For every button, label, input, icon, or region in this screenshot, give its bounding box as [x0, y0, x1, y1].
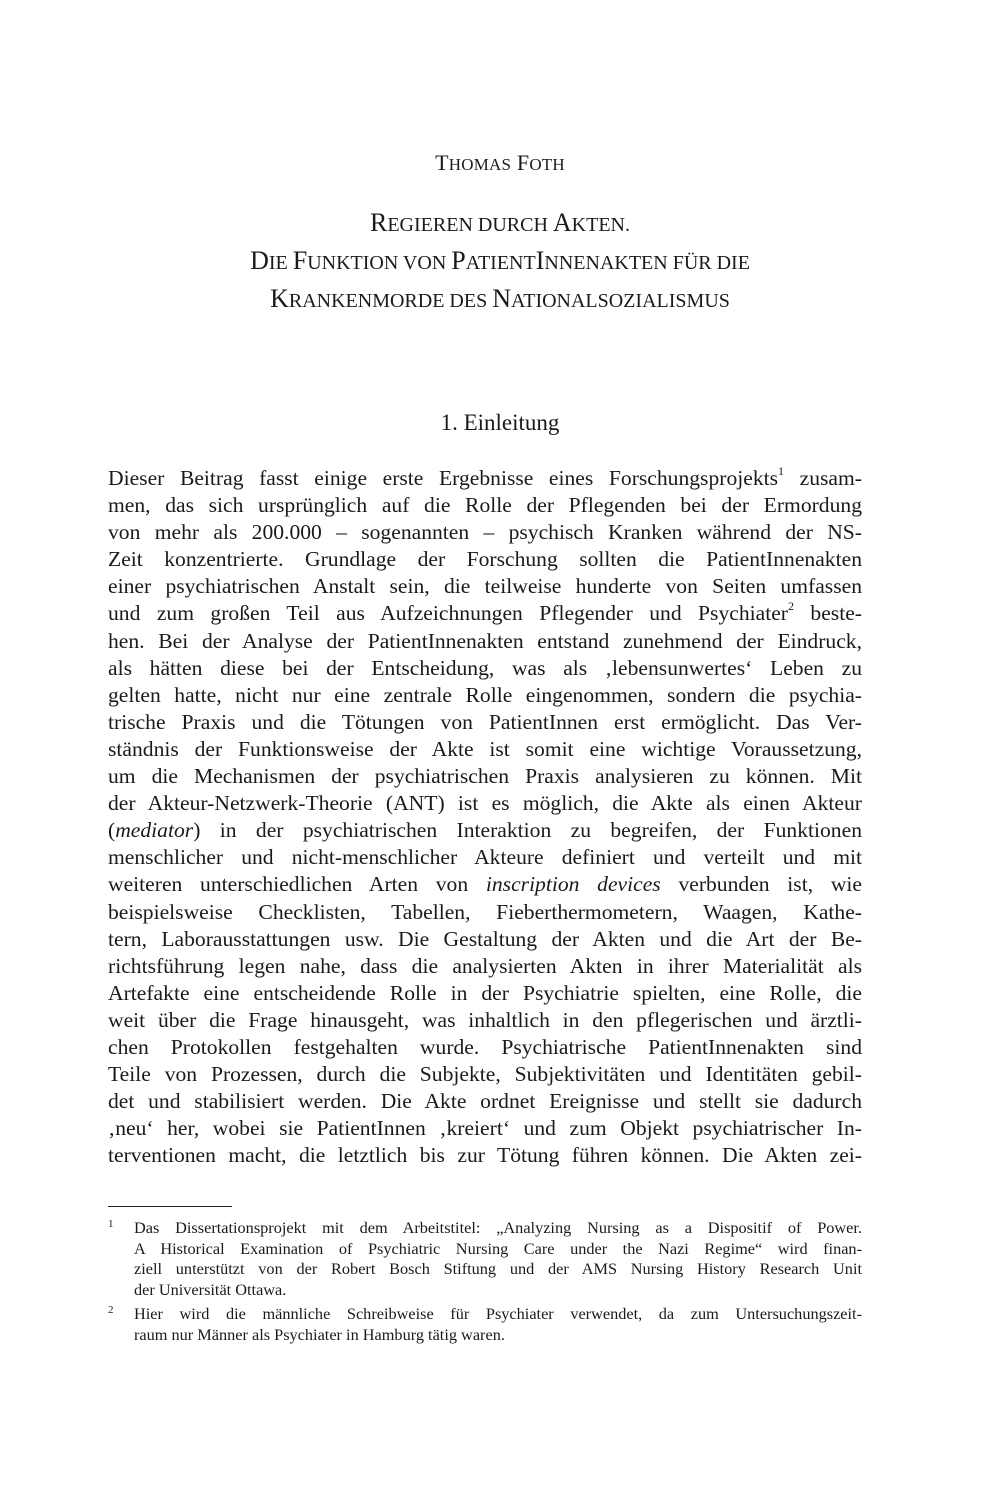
body-line: men, das sich ursprünglich auf die Rolle der Pflegenden bei der Ermordung: [108, 493, 862, 518]
body-line: terventionen macht, die letztlich bis zur Tötung führen können. Die Akten zei-: [108, 1143, 862, 1168]
footnote-line: Hier wird die männliche Schreibweise für Psychiater verwendet, da zum Untersuchungszeit-: [134, 1304, 862, 1323]
body-line: der Akteur-Netzwerk-Theorie (ANT) ist es möglich, die Akte als einen Akteur: [108, 791, 862, 816]
body-line: chen Protokollen festgehalten wurde. Psychiatrische PatientInnenakten sind: [108, 1034, 862, 1059]
footnote-line: ziell unterstützt von der Robert Bosch Stiftung und der AMS Nursing History Research Unit: [134, 1259, 862, 1278]
body-line: Teile von Prozessen, durch die Subjekte, Subjektivitäten und Identitäten gebil-: [108, 1062, 862, 1087]
body-text: [108, 465, 862, 1169]
body-line: det und stabilisiert werden. Die Akte ordnet Ereignisse und stellt sie dadurch: [108, 1089, 862, 1114]
body-line: trische Praxis und die Tötungen von PatientInnen erst ermöglicht. Das Ver-: [108, 709, 862, 734]
body-line: menschlicher und nicht-menschlicher Akteure definiert und verteilt und mit: [108, 845, 862, 870]
body-line: als hätten diese bei der Entscheidung, was als ‚lebensunwertes‘ Leben zu: [108, 655, 862, 680]
article-title: [0, 205, 1000, 319]
footnote-marker: 2: [108, 1304, 114, 1316]
footnote-line: Das Dissertationsprojekt mit dem Arbeitstitel: „Analyzing Nursing as a Dispositif of Power.: [134, 1218, 862, 1237]
footnote: [108, 1304, 862, 1345]
body-line: weit über die Frage hinausgeht, was inhaltlich in den pflegerischen und ärztli-: [108, 1007, 862, 1032]
section-heading: 1. Einleitung: [440, 410, 560, 435]
body-line: (mediator) in der psychiatrischen Interaktion zu begreifen, der Funktionen: [108, 818, 862, 843]
body-line: einer psychiatrischen Anstalt sein, die teilweise hunderte von Seiten umfassen: [108, 574, 862, 599]
body-line: Zeit konzentrierte. Grundlage der Forschung sollten die PatientInnenakten: [108, 547, 862, 572]
body-line: Dieser Beitrag fasst einige erste Ergebnisse eines Forschungsprojekts$^1$ zusam-: [108, 463, 862, 490]
body-line: ‚neu‘ her, wobei sie PatientInnen ‚kreiert‘ und zum Objekt psychiatrischer In-: [108, 1116, 862, 1141]
footnote-divider: [108, 1206, 232, 1207]
title-line: REGIEREN DURCH AKTEN.: [370, 208, 630, 237]
body-line: von mehr als 200.000 – sogenannten – psychisch Kranken während der NS-: [108, 520, 862, 545]
footnote: [108, 1218, 862, 1300]
body-line: um die Mechanismen der psychiatrischen Praxis analysieren zu können. Mit: [108, 764, 862, 789]
body-line: ständnis der Funktionsweise der Akte ist somit eine wichtige Voraussetzung,: [108, 736, 862, 761]
footnotes: [108, 1218, 862, 1349]
body-line: beispielsweise Checklisten, Tabellen, Fieberthermometern, Waagen, Kathe-: [108, 899, 862, 924]
footnote-line: A Historical Examination of Psychiatric Nursing Care under the Nazi Regime“ wird finan-: [134, 1238, 862, 1258]
title-line: KRANKENMORDE DES NATIONALSOZIALISMUS: [270, 284, 730, 313]
body-line: weiteren unterschiedlichen Arten von inscription devices verbunden ist, wie: [108, 872, 862, 897]
title-line: DIE FUNKTION VON PATIENTINNENAKTEN FÜR DIE: [250, 246, 750, 275]
body-line: tern, Laborausstattungen usw. Die Gestaltung der Akten und die Art der Be-: [108, 926, 862, 951]
footnote-line: der Universität Ottawa.: [134, 1279, 287, 1299]
footnote-marker: 1: [108, 1218, 114, 1230]
body-line: Artefakte eine entscheidende Rolle in der Psychiatrie spielten, eine Rolle, die: [108, 980, 862, 1005]
body-line: hen. Bei der Analyse der PatientInnenakten entstand zunehmend der Eindruck,: [108, 628, 862, 653]
footnote-line: raum nur Männer als Psychiater in Hamburg tätig waren.: [134, 1324, 505, 1344]
body-line: und zum großen Teil aus Aufzeichnungen Pflegender und Psychiater$^2$ beste-: [108, 599, 862, 626]
body-line: richtsführung legen nahe, dass die analysierten Akten in ihrer Materialität als: [108, 953, 862, 978]
body-line: gelten hatte, nicht nur eine zentrale Rolle eingenommen, sondern die psychia-: [108, 682, 862, 707]
author-name: THOMAS FOTH: [435, 150, 565, 175]
